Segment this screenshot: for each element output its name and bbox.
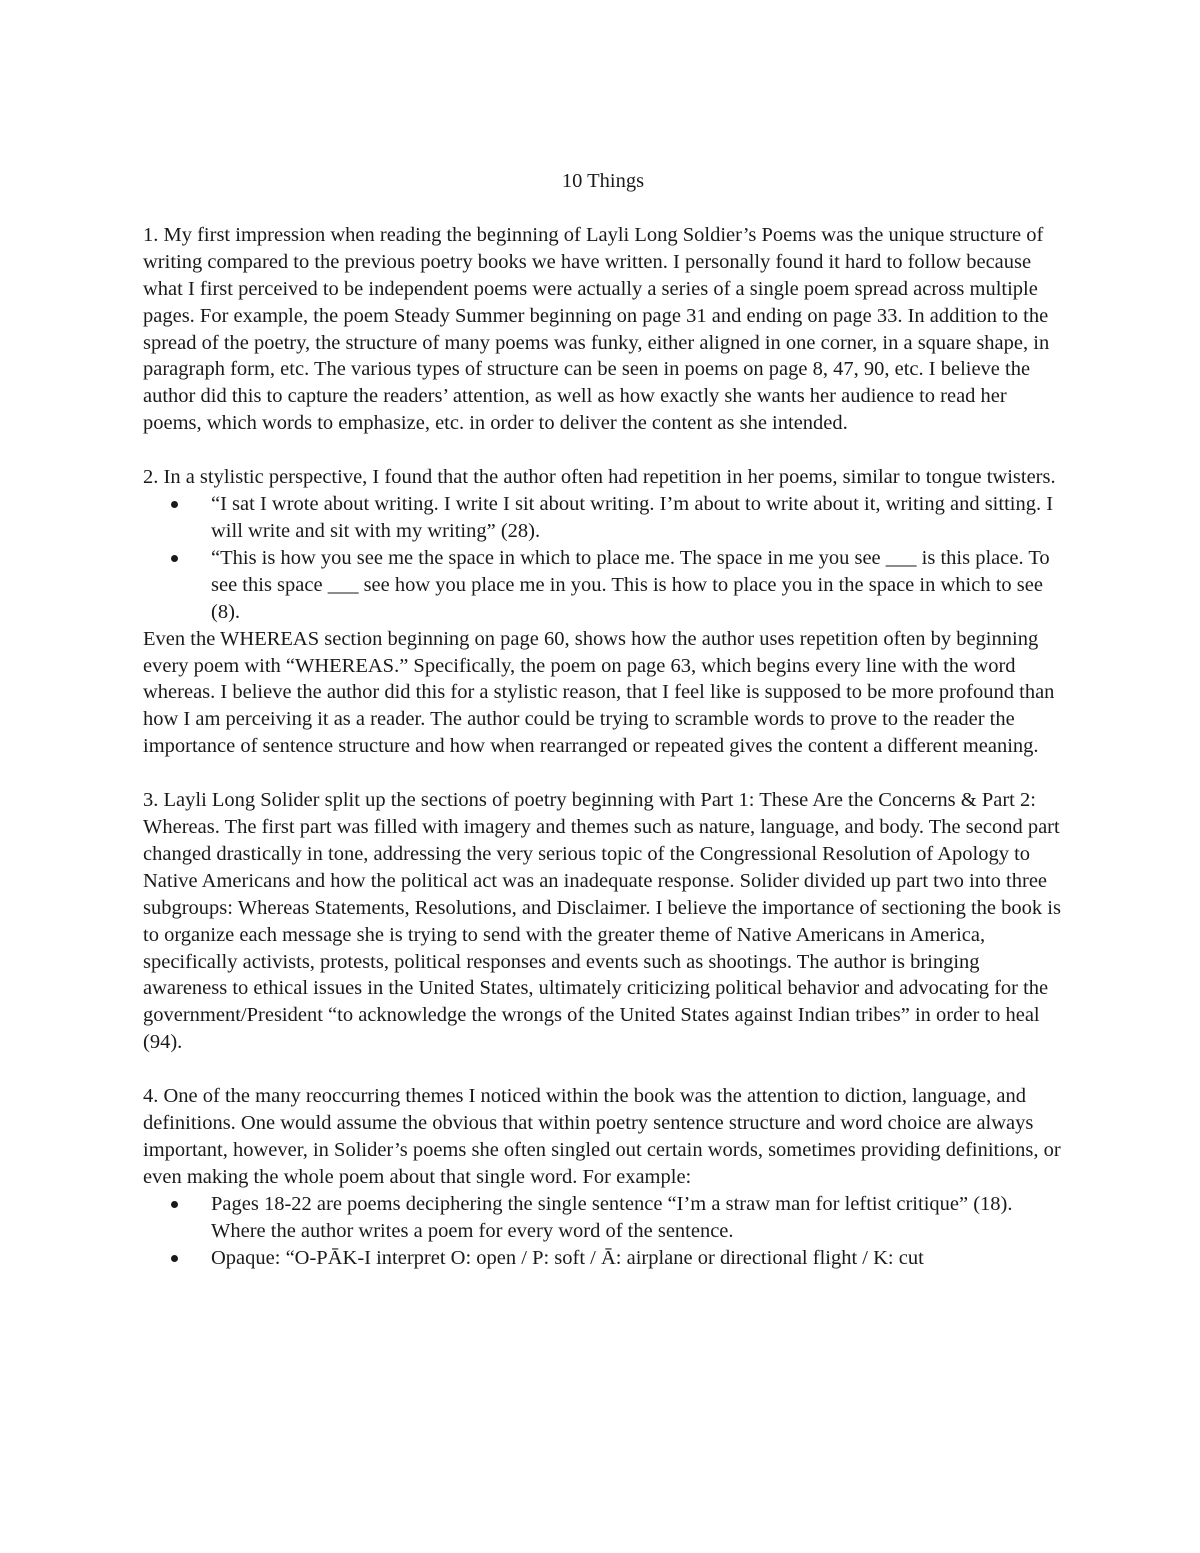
quote-list-1 xyxy=(143,491,1063,626)
paragraph-1: 1. My first impression when reading the beginning of Layli Long Soldier’s Poems was the unique structure of writing compared to the previous poetry books we have written. I personally found it hard to follow because what I first perceived to be independent poems were actually a series of a single poem spread across multiple pages. For example, the poem Steady Summer beginning on page 31 and ending on page 33. In addition to the spread of the poetry, the structure of many poems was funky, either aligned in one corner, in a square shape, in paragraph form, etc. The various types of structure can be seen in poems on page 8, 47, 90, etc. I believe the author did this to capture the readers’ attention, as well as how exactly she wants her audience to read her poems, which words to emphasize, etc. in order to deliver the content as she intended. xyxy=(143,223,1050,435)
list-item xyxy=(143,491,1063,545)
document-page xyxy=(143,168,1063,1272)
paragraph-2-intro: 2. In a stylistic perspective, I found that the author often had repetition in her poems, similar to tongue twisters. xyxy=(143,466,1056,489)
paragraph-2-body: Even the WHEREAS section beginning on page 60, shows how the author uses repetition often by beginning every poem with “WHEREAS.” Specifically, the poem on page 63, which begins every line with the word whereas. I believe the author did this for a stylistic reason, that I feel like is supposed to be more profound than how I am perceiving it as a reader. The author could be trying to scramble words to prove to the reader the importance of sentence structure and how when rearranged or repeated gives the content a different meaning. xyxy=(143,627,1055,758)
list-item-text: Pages 18-22 are poems deciphering the single sentence “I’m a straw man for leftist critique” (18). Where the author writes a poem for every word of the sentence. xyxy=(211,1192,1013,1242)
bullet-icon xyxy=(171,501,178,508)
list-item-text: “This is how you see me the space in which to place me. The space in me you see ___ is this place. To see this space ___ see how you place me in you. This is how to place you in the space in which to see (8). xyxy=(211,546,1050,623)
bullet-icon xyxy=(171,1255,178,1262)
list-item xyxy=(143,1245,1063,1272)
paragraph-3: 3. Layli Long Solider split up the sections of poetry beginning with Part 1: These Are the Concerns & Part 2: Whereas. The first part was filled with imagery and themes such as nature, language, and body. The second part changed drastically in tone, addressing the very serious topic of the Congressional Resolution of Apology to Native Americans and how the political act was an inadequate response. Solider divided up part two into three subgroups: Whereas Statements, Resolutions, and Disclaimer. I believe the importance of sectioning the book is to organize each message she is trying to send with the greater theme of Native Americans in America, specifically activists, protests, political responses and events such as shootings. The author is bringing awareness to ethical issues in the United States, ultimately criticizing political behavior and advocating for the government/President “to acknowledge the wrongs of the United States against Indian tribes” in order to heal (94). xyxy=(143,789,1061,1054)
bullet-icon xyxy=(171,555,178,562)
example-list xyxy=(143,1191,1063,1272)
document-title: 10 Things xyxy=(561,170,645,192)
list-item-text: Opaque: “O-PĀK-I interpret O: open / P: soft / Ā: airplane or directional flight / K: cut xyxy=(211,1246,924,1269)
list-item xyxy=(143,545,1063,626)
paragraph-4-intro: 4. One of the many reoccurring themes I noticed within the book was the attention to diction, language, and definitions. One would assume the obvious that within poetry sentence structure and word choice are always important, however, in Solider’s poems she often singled out certain words, sometimes providing definitions, or even making the whole poem about that single word. For example: xyxy=(143,1085,1061,1188)
list-item xyxy=(143,1191,1063,1245)
list-item-text: “I sat I wrote about writing. I write I sit about writing. I’m about to write about it, writing and sitting. I will write and sit with my writing” (28). xyxy=(211,493,1054,542)
bullet-icon xyxy=(171,1201,178,1208)
